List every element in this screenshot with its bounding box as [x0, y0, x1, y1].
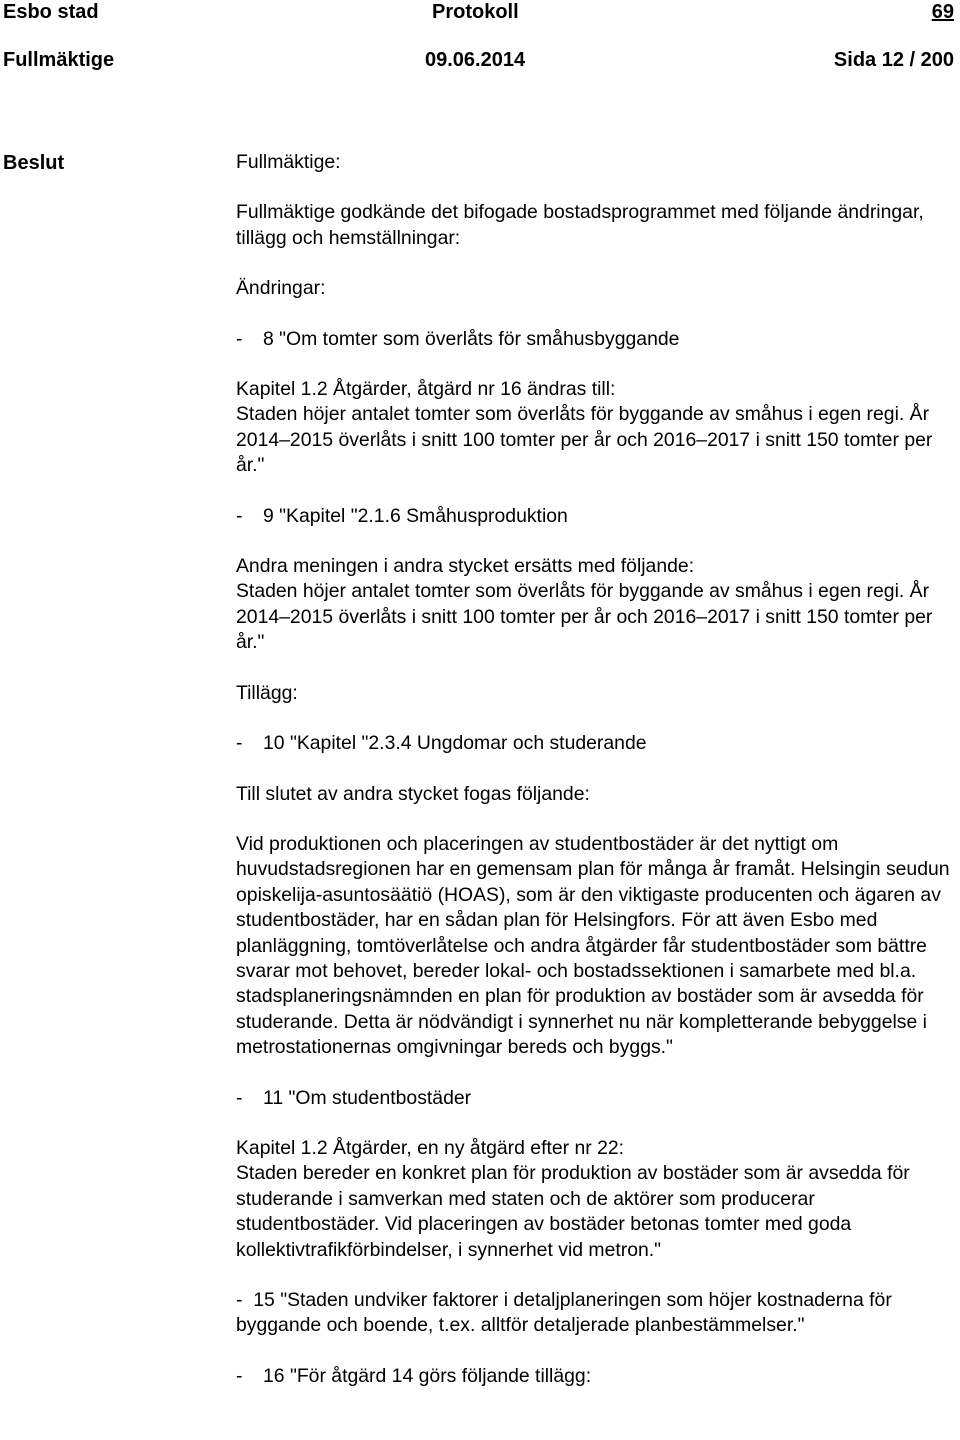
list-dash: - [236, 1289, 254, 1311]
heading-additions: Tillägg: [236, 681, 298, 704]
list-item-text: 15 "Staden undviker faktorer i detaljplaneringen som höjer kostnaderna för byggande och boende, t.ex. alltför detaljerade planbestämmelser." [236, 1289, 892, 1337]
paragraph-text: Staden höjer antalet tomter som överlåts för byggande av småhus i egen regi. År 2014–2015 överlåts i snitt 100 tomter per år och 2016–2017 i snitt 150 tomter per år." [236, 580, 933, 654]
list-item-text: 11 "Om studentbostäder [263, 1086, 472, 1109]
list-item [236, 504, 958, 529]
paragraph-text: Vid produktionen och placeringen av studentbostäder är det nyttigt om huvudstadsregionen har en gemensam plan för många år framåt. Helsingin seudun opiskelija-asuntosäätiö (HOAS), som är den viktigaste producenten och ägaren av studentbostäder, har en sådan plan för Helsingfors. För att även Esbo med planläggning, tomtöverlåtelse och andra åtgärder får studentbostäder som bättre svarar mot behovet, bereder lokal- och bostadssektionen i samarbete med bl.a. stadsplaneringsnämnden en plan för produktion av bostäder som är avsedda för studerande. Detta är nödvändigt i synnerhet nu när kompletterande bebyggelse i metrostationernas omgivningar bereds och byggs." [236, 832, 950, 1059]
list-item-text: 16 "För åtgärd 14 görs följande tillägg: [263, 1364, 592, 1387]
paragraph-chapter: Kapitel 1.2 Åtgärder, åtgärd nr 16 ändras till: [236, 378, 616, 401]
header-date: 09.06.2014 [425, 49, 526, 71]
header-body: Fullmäktige [3, 49, 115, 71]
list-dash: - [236, 732, 243, 755]
paragraph-text: Staden bereder en konkret plan för produktion av bostäder som är avsedda för studerande i samverkan med staten och de aktörer som producerar studentbostäder. Vid placeringen av bostäder betonas tomter med goda kollektivtrafikförbindelser, i synnerhet vid metron." [236, 1162, 910, 1261]
section-label: Beslut [3, 152, 65, 174]
header-number: 69 [931, 1, 954, 23]
list-item-text: 10 "Kapitel "2.3.4 Ungdomar och studerande [263, 732, 647, 755]
list-item [236, 327, 958, 352]
list-item-text: 9 "Kapitel "2.1.6 Småhusproduktion [263, 504, 568, 527]
list-item-text: 8 "Om tomter som överlåts för småhusbyggande [263, 327, 680, 350]
list-dash: - [236, 327, 243, 350]
header-org: Esbo stad [3, 1, 99, 23]
decision-text [236, 150, 958, 1389]
paragraph-chapter: Kapitel 1.2 Åtgärder, en ny åtgärd efter nr 22: [236, 1136, 625, 1159]
list-item [236, 1086, 958, 1111]
list-item [236, 1364, 958, 1389]
list-dash: - [236, 504, 243, 527]
paragraph-text: Staden höjer antalet tomter som överlåts för byggande av småhus i egen regi. År 2014–2015 överlåts i snitt 100 tomter per år och 2016–2017 i snitt 150 tomter per år." [236, 403, 933, 477]
list-item [236, 731, 958, 756]
header-page: Sida 12 / 200 [833, 49, 954, 71]
list-dash: - [236, 1086, 243, 1109]
paragraph-instruction: Till slutet av andra stycket fogas följande: [236, 782, 590, 805]
list-dash: - [236, 1364, 243, 1387]
header-doc-type: Protokoll [432, 1, 519, 23]
list-item [236, 1288, 958, 1339]
paragraph-instruction: Andra meningen i andra stycket ersätts med följande: [236, 555, 695, 578]
heading-changes: Ändringar: [236, 277, 326, 300]
paragraph-intro: Fullmäktige: [236, 151, 341, 173]
paragraph-approval: Fullmäktige godkände det bifogade bostadsprogrammet med följande ändringar, tillägg och hemställningar: [236, 201, 924, 249]
